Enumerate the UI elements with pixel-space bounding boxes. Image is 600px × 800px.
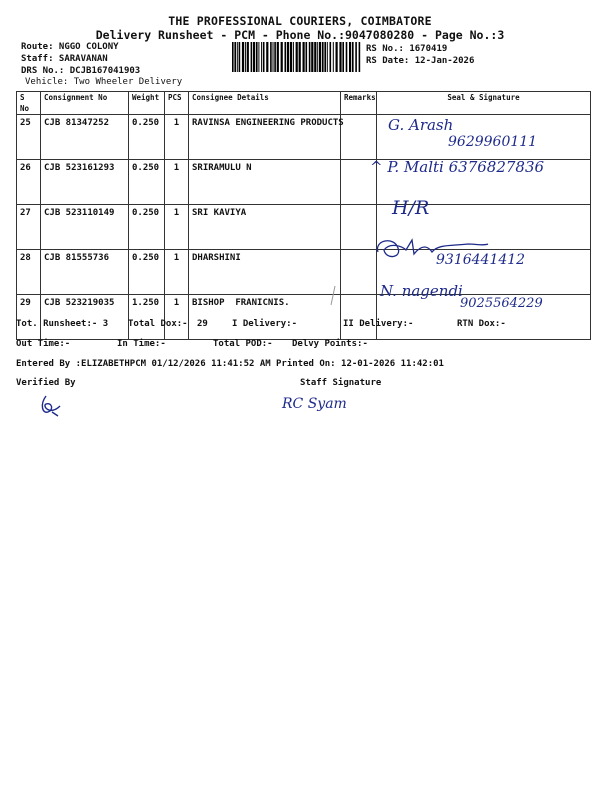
verified-by-signature [36,394,66,418]
rs-number: RS No.: 1670419 [366,44,448,54]
barcode-bar [242,42,244,72]
col-consignment: Consignment No [41,92,129,115]
barcode-bar [306,42,308,72]
barcode-bar [342,42,344,72]
cell-sno: 28 [17,250,41,295]
route-label: Route: NGGO COLONY [21,42,119,52]
cell-weight: 0.250 [129,160,165,205]
cell-pcs: 1 [165,205,189,250]
barcode-bar [311,42,313,72]
barcode-bar [234,42,236,72]
i-delivery: I Delivery:- [232,319,298,329]
barcode-bar [314,42,316,72]
rtn-dox: RTN Dox:- [457,319,506,329]
cell-consignment: CJB 523110149 [41,205,129,250]
barcode-bar [319,42,321,72]
barcode-bar [327,42,328,72]
barcode-bar [333,42,334,72]
signature-row-29-phone: 9025564229 [460,296,543,311]
cell-consignee: DHARSHINI [189,250,341,295]
staff-label: Staff: SARAVANAN [21,54,108,64]
barcode-bar [290,42,292,72]
barcode-bar [245,42,246,72]
signature-row-25-name: G. Arash [388,116,454,134]
barcode-bar [256,42,258,72]
cell-pcs: 1 [165,250,189,295]
cell-sno: 26 [17,160,41,205]
stray-mark [328,285,338,307]
barcode-bar [299,42,301,72]
barcode-bar [322,42,324,72]
barcode-bar [339,42,341,72]
barcode-bar [296,42,298,72]
barcode-bar [359,42,361,72]
cell-sno: 27 [17,205,41,250]
col-remarks: Remarks [341,92,377,115]
barcode-bar [270,42,272,72]
total-dox-value: 29 [197,319,208,329]
barcode-bar [247,42,249,72]
cell-weight: 0.250 [129,205,165,250]
cell-sno: 29 [17,295,41,340]
tot-runsheet: Tot. Runsheet:- 3 [16,319,109,329]
barcode-bar [349,42,351,72]
barcode-bar [336,42,338,72]
cell-weight: 0.250 [129,250,165,295]
table-row [17,205,591,250]
barcode-bar [239,42,241,72]
signature-row-27: H/R [392,197,430,219]
col-consignee: Consignee Details [189,92,341,115]
barcode-bar [263,42,265,72]
staff-signature-label: Staff Signature [300,378,382,388]
total-dox-label: Total Dox:- [128,319,188,329]
verified-by-label: Verified By [16,378,76,388]
cell-weight: 0.250 [129,115,165,160]
cell-consignee: SRIRAMULU N [189,160,341,205]
cell-consignment: CJB 81555736 [41,250,129,295]
barcode-bar [281,42,283,72]
table-header-row [17,92,591,115]
runsheet-subtitle: Delivery Runsheet - PCM - Phone No.:9047080280 - Page No.:3 [95,28,505,42]
barcode-bar [251,42,253,72]
barcode-bar [277,42,279,72]
cell-consignment: CJB 523219035 [41,295,129,340]
signature-row-29-name: N. nagendi [380,282,463,300]
cell-remarks [341,295,377,340]
staff-signature-scrawl: RC Syam [282,396,347,412]
barcode-bar [261,42,262,72]
rs-date: RS Date: 12-Jan-2026 [366,56,475,66]
barcode-bar [303,42,305,72]
company-title: THE PROFESSIONAL COURIERS, COIMBATORE [168,14,432,28]
barcode-bar [253,42,255,72]
signature-row-26: ^ P. Malti 6376827836 [370,158,545,176]
barcode-bar [287,42,289,72]
in-time: In Time:- [117,339,166,349]
cell-pcs: 1 [165,295,189,340]
cell-consignee: SRI KAVIYA [189,205,341,250]
cell-sno: 25 [17,115,41,160]
cell-consignee: BISHOP FRANICNIS. [189,295,341,340]
barcode-bar [352,42,354,72]
barcode-bar [355,42,357,72]
barcode-bar [346,42,348,72]
barcode-bar [309,42,311,72]
col-sno: S No [17,92,41,115]
delvy-points: Delvy Points:- [292,339,368,349]
barcode-bar [274,42,276,72]
barcode-bar [273,42,274,72]
signature-row-25-phone: 9629960111 [448,134,538,150]
out-time: Out Time:- [16,339,71,349]
col-pcs: PCS [165,92,189,115]
barcode-bar [330,42,332,72]
drs-number: DRS No.: DCJB167041903 [21,66,141,76]
cell-pcs: 1 [165,160,189,205]
cell-consignment: CJB 523161293 [41,160,129,205]
vehicle-label: Vehicle: Two Wheeler Delivery [25,77,183,87]
entered-by: Entered By :ELIZABETHPCM 01/12/2026 11:41:52 AM [16,359,271,369]
barcode-bar [237,42,238,72]
barcode-bar [317,42,318,72]
barcode-bar [258,42,259,72]
cell-consignment: CJB 81347252 [41,115,129,160]
cell-pcs: 1 [165,115,189,160]
cell-remarks [341,115,377,160]
cell-consignee: RAVINSA ENGINEERING PRODUCTS [189,115,341,160]
ii-delivery: II Delivery:- [343,319,414,329]
barcode-bar [285,42,287,72]
total-pod: Total POD:- [213,339,273,349]
barcode-bar [266,42,268,72]
barcode-bar [232,42,234,72]
col-signature: Seal & Signature [377,92,591,115]
barcode-bar [293,42,294,72]
printed-on: Printed On: 12-01-2026 11:42:01 [276,359,444,369]
barcode-image [232,42,362,72]
signature-row-28-phone: 9316441412 [436,252,526,268]
barcode-bar [324,42,326,72]
cell-weight: 1.250 [129,295,165,340]
col-weight: Weight [129,92,165,115]
